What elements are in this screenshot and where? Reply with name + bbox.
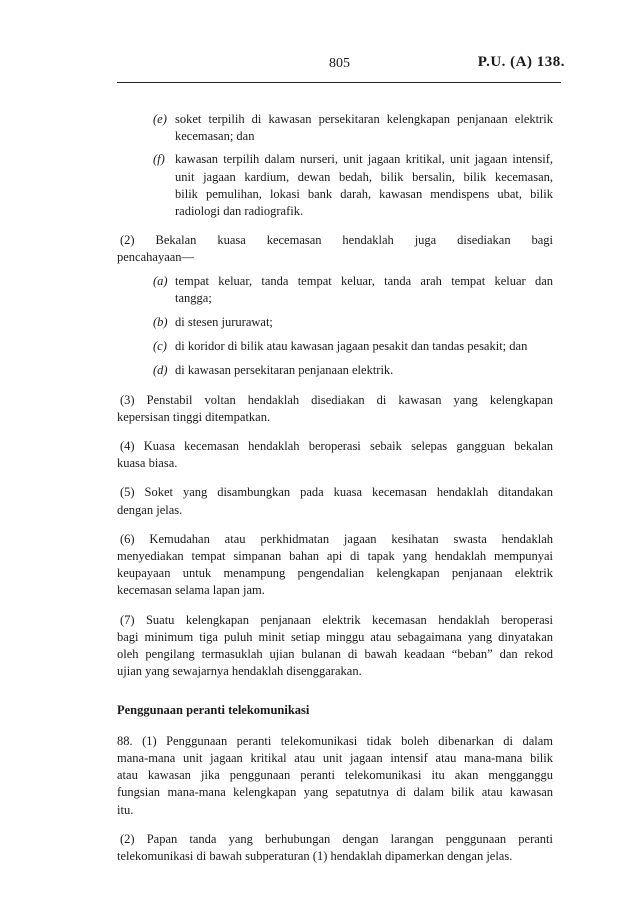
list-item-d [117, 362, 553, 379]
paragraph-line: menyediakan tempat simpanan bahan api di tapak yang hendaklah mempunyai [117, 549, 553, 564]
paragraph-line: (5) Soket yang disambungkan pada kuasa kecemasan hendaklah ditandakan [120, 485, 553, 500]
document-body [117, 111, 553, 865]
section-heading: Penggunaan peranti telekomunikasi [117, 703, 310, 718]
item-line: kawasan terpilih dalam nurseri, unit jagaan kritikal, unit jagaan intensif, [175, 152, 553, 167]
paragraph-line: pencahayaan— [117, 250, 195, 265]
list-item-b [117, 314, 553, 331]
paragraph-line: (4) Kuasa kecemasan hendaklah beroperasi sebaik selepas gangguan bekalan [120, 439, 553, 454]
paragraph-3 [117, 392, 553, 426]
paragraph-88-1 [117, 733, 553, 819]
item-line: bilik pemulihan, lokasi bank darah, kawasan mendispens ubat, bilik [175, 186, 553, 201]
item-label: (e) [153, 112, 167, 126]
page-number: 805 [329, 56, 350, 71]
paragraph-line: itu. [117, 802, 134, 817]
paragraph-line: atau kawasan jika penggunaan peranti telekomunikasi itu akan mengganggu [117, 768, 553, 783]
page-header [117, 46, 565, 83]
paragraph-line: bagi minimum tiga puluh minit setiap minggu atau sebagaimana yang dinyatakan [117, 629, 553, 644]
paragraph-line: (6) Kemudahan atau perkhidmatan jagaan kesihatan swasta hendaklah [120, 531, 553, 546]
item-label: (d) [153, 363, 168, 378]
paragraph-6 [117, 531, 553, 600]
item-line: soket terpilih di kawasan persekitaran kelengkapan penjanaan elektrik [175, 112, 553, 126]
item-label: (a) [153, 273, 168, 288]
item-line: kecemasan; dan [175, 129, 255, 144]
paragraph-line: (2) Papan tanda yang berhubungan dengan larangan penggunaan peranti [120, 831, 553, 846]
list-item-c [117, 338, 553, 355]
item-line: di koridor di bilik atau kawasan jagaan pesakit dan tandas pesakit; dan [175, 339, 528, 354]
paragraph-line: 88. (1) Penggunaan peranti telekomunikasi tidak boleh dibenarkan di dalam [117, 733, 553, 748]
document-reference: P.U. (A) 138. [477, 54, 565, 70]
list-item-e [117, 111, 553, 145]
item-line: tangga; [175, 290, 212, 305]
paragraph-line: kuasa biasa. [117, 456, 178, 471]
item-label: (c) [153, 339, 167, 354]
paragraph-line: kecemasan selama lapan jam. [117, 583, 265, 598]
paragraph-line: ujian yang sewajarnya hendaklah disenggarakan. [117, 664, 362, 679]
paragraph-line: kepersisan tinggi ditempatkan. [117, 409, 271, 424]
paragraph-88-2 [117, 831, 553, 865]
list-item-a [117, 273, 553, 307]
paragraph-7 [117, 612, 553, 681]
paragraph-line: telekomunikasi di bawah subperaturan (1) hendaklah dipamerkan dengan jelas. [117, 848, 513, 863]
paragraph-line: dengan jelas. [117, 502, 183, 517]
paragraph-5 [117, 484, 553, 518]
paragraph-line: mana-mana unit jagaan kritikal atau unit jagaan intensif atau mana-mana bilik [117, 750, 553, 765]
item-line: di stesen jururawat; [175, 315, 273, 330]
paragraph-line: keupayaan untuk menampung pengendalian kelengkapan penjanaan elektrik [117, 566, 553, 581]
paragraph-line: (7) Suatu kelengkapan penjanaan elektrik kecemasan hendaklah beroperasi [120, 612, 553, 627]
paragraph-line: fungsian mana-mana kelengkapan yang sepatutnya di dalam bilik atau kawasan [117, 785, 553, 800]
paragraph-line: (2) Bekalan kuasa kecemasan hendaklah juga disediakan bagi [120, 233, 553, 248]
list-item-f [117, 151, 553, 220]
item-line: di kawasan persekitaran penjanaan elektrik. [175, 363, 394, 378]
paragraph-line: (3) Penstabil voltan hendaklah disediakan di kawasan yang kelengkapan [120, 392, 553, 407]
paragraph-2 [117, 232, 553, 266]
item-label: (f) [153, 152, 165, 167]
item-line: tempat keluar, tanda tempat keluar, tanda arah tempat keluar dan [175, 273, 553, 288]
item-label: (b) [153, 315, 168, 330]
paragraph-line: oleh pengilang termasuklah ujian bulanan di bawah keadaan “beban” dan rekod [117, 647, 553, 662]
paragraph-4 [117, 438, 553, 472]
item-line: radiologi dan radiografik. [175, 204, 304, 219]
item-line: unit jagaan kardium, dewan bedah, bilik bersalin, bilik kecemasan, [175, 169, 553, 184]
